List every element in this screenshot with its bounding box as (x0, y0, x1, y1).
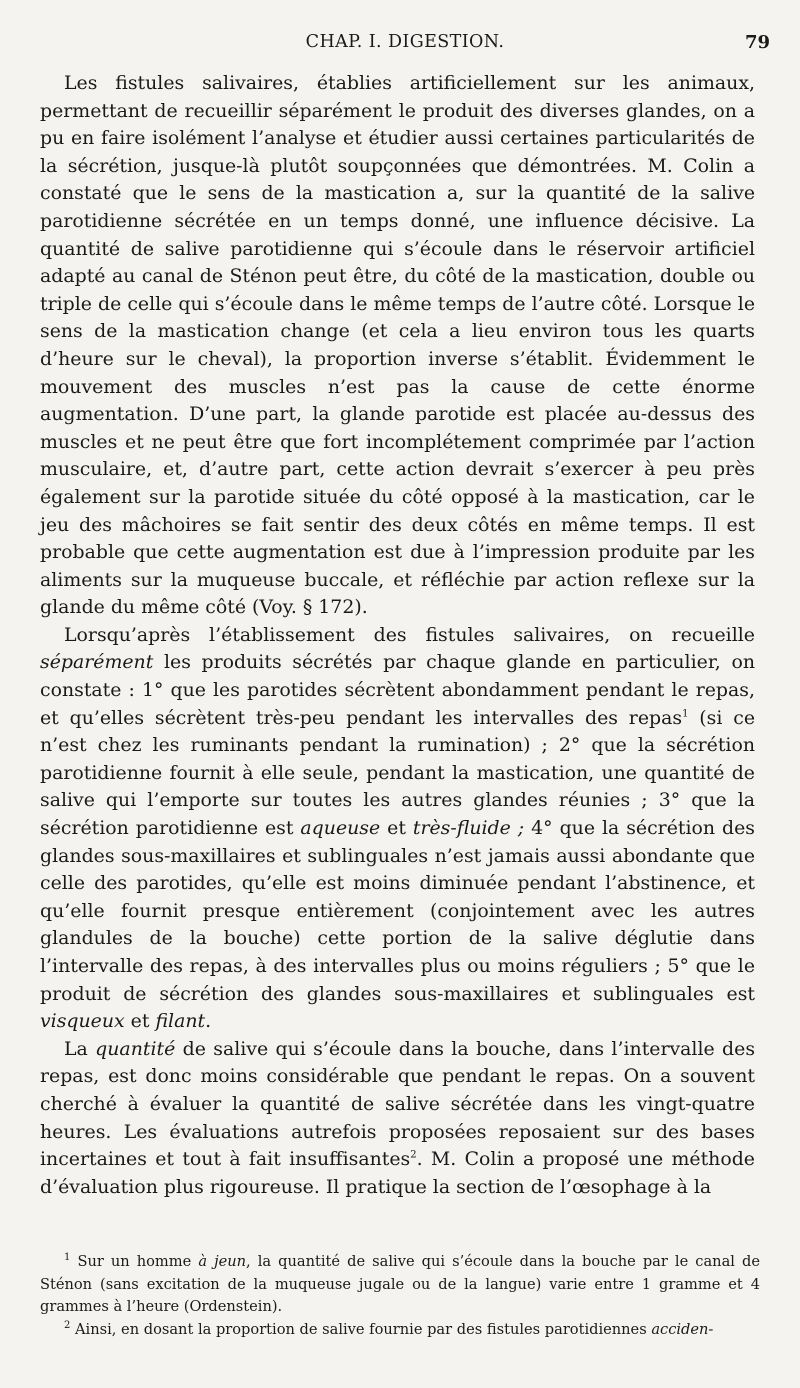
text-run: Lorsqu’après l’établissement des fistules salivaires, on recueille (64, 623, 755, 646)
text-run: , la quantité de salive qui s’écoule dans la bouche par le canal de Sténon (sans excitation de la muqueuse jugale ou de la langue) varie entre 1 gramme et 4 grammes à l’heure (Ordenstein). (40, 1253, 760, 1315)
text-run: et (124, 1010, 156, 1033)
paragraph-2 (40, 622, 755, 1036)
italic-run: quantité (95, 1037, 176, 1060)
italic-run: séparément (40, 651, 154, 674)
italic-run: acciden- (651, 1320, 714, 1338)
paragraph-3 (40, 1036, 755, 1202)
footnote-2 (40, 1319, 760, 1342)
footnote-mark: 2 (64, 1319, 71, 1331)
paragraph-1 (40, 70, 755, 622)
italic-run: visqueux (40, 1010, 125, 1033)
italic-run: très-fluide ; (412, 817, 525, 840)
footnote-1 (40, 1251, 760, 1319)
footnote-reference-2: 2 (410, 1149, 417, 1161)
footnote-reference-1: 1 (682, 708, 689, 720)
text-run: les produits sécrétés par chaque glande en particulier, on constate : 1° que les parotides sécrètent abondamment pendant le repas, et qu’elles sécrètent très-peu pendant les intervalles des repas (40, 651, 755, 729)
text-run: et (380, 817, 413, 840)
footnote-mark: 1 (64, 1252, 71, 1264)
page-header (40, 32, 770, 62)
text-run: Les fistules salivaires, établies artificiellement sur les animaux, permettant de recueillir séparément le produit des diverses glandes, on a pu en faire isolément l’analyse et étudier aussi certaines particularités de la sécrétion, jusque-là plutôt soupçonnées que démontrées. M. Colin a constaté que le sens de la mastication a, sur la quantité de la salive parotidienne sécrétée en un temps donné, une influence décisive. La quantité de salive parotidienne qui s’écoule dans le réservoir artificiel adapté au canal de Sténon peut être, du côté de la mastication, double ou triple de celle qui s’écoule dans le même temps de l’autre côté. Lorsque le sens de la mastication change (et cela a lieu environ tous les quarts d’heure sur le cheval), la proportion inverse s’établit. Évidemment le mouvement des muscles n’est pas la cause de cette énorme augmentation. D’une part, la glande parotide est placée au-dessus des muscles et ne peut être que fort incomplétement comprimée par l’action musculaire, et, d’autre part, cette action devrait s’exercer à peu près également sur la parotide située du côté opposé à la mastication, car le jeu des mâchoires se fait sentir des deux côtés en même temps. Il est probable que cette augmentation est due à l’impression produite par les aliments sur la muqueuse buccale, et réfléchie par action reflexe sur la glande du même côté (Voy. § 172). (40, 72, 755, 619)
text-run: . (205, 1010, 212, 1033)
text-run: La (64, 1037, 96, 1060)
text-run: (si ce n’est chez les ruminants pendant la rumination) ; 2° que la sécrétion parotidienne fournit à elle seule, pendant la mastication, une quantité de salive qui l’emporte sur toutes les autres glandes réunies ; 3° que la sécrétion parotidienne est (40, 706, 755, 840)
page-number: 79 (744, 32, 770, 53)
running-head: CHAP. I. DIGESTION. (305, 32, 505, 52)
text-run: Ainsi, en dosant la proportion de salive fournie par des fistules parotidiennes (70, 1320, 652, 1338)
footnotes (40, 1251, 760, 1341)
italic-run: aqueuse (300, 817, 381, 840)
text-run: . M. Colin a proposé une méthode d’évaluation plus rigoureuse. Il pratique la section de l’œsophage à la (40, 1148, 755, 1198)
text-run: 4° que la sécrétion des glandes sous-maxillaires et sublinguales n’est jamais aussi abondante que celle des parotides, qu’elle est moins diminuée pendant l’abstinence, et qu’elle fournit presque entièrement (conjointement avec les autres glandules de la bouche) cette portion de la salive déglutie dans l’intervalle des repas, à des intervalles plus ou moins réguliers ; 5° que le produit de sécrétion des glandes sous-maxillaires et sublinguales est (40, 817, 755, 1005)
text-run: Sur un homme (70, 1253, 199, 1270)
italic-run: filant (155, 1010, 206, 1033)
body-text (40, 70, 755, 1201)
italic-run: à jeun (198, 1253, 247, 1270)
text-run: de salive qui s’écoule dans la bouche, dans l’intervalle des repas, est donc moins considérable que pendant le repas. On a souvent cherché à évaluer la quantité de salive sécrétée dans les vingt-quatre heures. Les évaluations autrefois proposées reposaient sur des bases incertaines et tout à fait insuffisantes (40, 1037, 756, 1171)
